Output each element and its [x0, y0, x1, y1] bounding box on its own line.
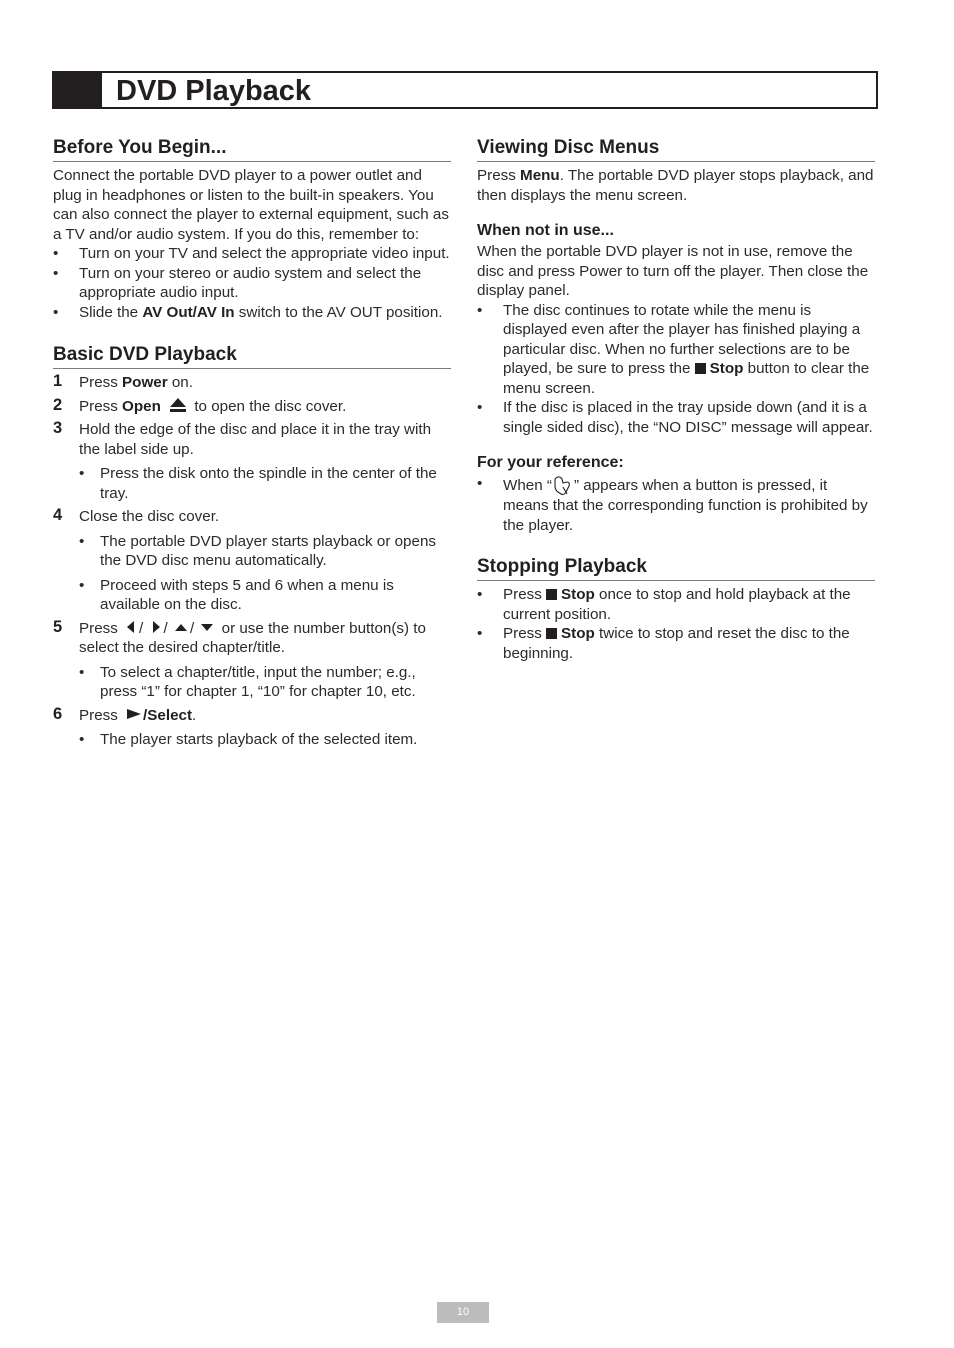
list-item-text: twice to stop and reset the disc to the beginning.	[503, 625, 850, 662]
bullet: •	[79, 576, 85, 594]
hand-icon	[552, 474, 574, 496]
section-heading: Stopping Playback	[477, 556, 875, 581]
section-before-you-begin	[53, 137, 451, 322]
button-name: Menu	[520, 167, 560, 184]
page-number: 10	[437, 1302, 489, 1323]
sub-list-item	[53, 532, 451, 571]
list-item-text: Turn on your TV and select the appropriate video input.	[79, 245, 450, 262]
subheading: For your reference:	[477, 454, 624, 471]
list-item-text: Press	[503, 625, 547, 642]
section-for-your-reference	[477, 453, 875, 535]
title-block-decoration	[54, 73, 102, 107]
list-item	[477, 585, 875, 624]
step-1	[53, 373, 451, 393]
stop-icon	[695, 363, 706, 374]
step-5: 5 Press / / / or use the number button(s) to select the desired chapter/title.	[53, 617, 426, 656]
list-item-text: The disc continues to rotate while the menu is displayed even after the player has finished playing a particular disc. When no further selections are to be played, be sure to press the	[503, 301, 861, 377]
step-2	[53, 397, 451, 417]
sub-list-item	[53, 576, 451, 615]
list-item-text: once to stop and hold playback at the current position.	[503, 586, 851, 623]
eject-icon	[169, 397, 187, 413]
right-column	[477, 137, 875, 685]
button-name: Open	[122, 397, 161, 415]
button-name: Stop	[561, 625, 595, 642]
section-heading: Basic DVD Playback	[53, 344, 451, 369]
paragraph: Connect the portable DVD player to a power outlet and plug in headphones or listen to the built-in speakers. You can also connect the player to external equipment, such as a TV and/or audio system. If you do this, remember to:	[53, 167, 449, 243]
switch-name: AV Out/AV In	[142, 303, 235, 321]
arrow-left-icon	[126, 620, 136, 634]
step-number: 2	[53, 395, 63, 414]
paragraph-text: Press	[477, 167, 521, 184]
bullet: •	[477, 399, 483, 416]
step-number: 4	[53, 506, 63, 524]
list-item	[477, 624, 875, 663]
step-text: Hold the edge of the disc and place it in the tray with the label side up.	[79, 421, 432, 458]
bullet: •	[53, 245, 59, 262]
list-item-text: Proceed with steps 5 and 6 when a menu is available on the disc.	[100, 576, 394, 613]
bullet: •	[79, 532, 85, 550]
button-name: /Select	[143, 706, 193, 724]
bullet: •	[53, 264, 59, 282]
section-stopping-playback	[477, 556, 875, 663]
list-item-text: Press the disk onto the spindle in the center of the tray.	[100, 465, 437, 502]
bullet: •	[477, 301, 483, 319]
sub-list-item	[53, 730, 451, 750]
list-item	[53, 244, 451, 264]
bullet: •	[477, 586, 483, 603]
bullet: •	[477, 475, 483, 492]
page-title: DVD Playback	[116, 75, 312, 107]
step-3	[53, 420, 451, 459]
button-name: Stop	[561, 586, 595, 603]
arrow-right-icon	[151, 620, 161, 634]
list-item-text: When “	[503, 477, 552, 494]
step-number: 3	[53, 419, 63, 437]
step-number: 6	[53, 704, 63, 723]
page-title-bar	[52, 71, 878, 109]
step-text: or use the number button(s) to select the desired chapter/title.	[79, 619, 426, 656]
bullet: •	[79, 731, 85, 748]
list-item	[53, 264, 451, 303]
list-item-text: button to clear the menu screen.	[503, 360, 870, 397]
step-text: Close the disc cover.	[79, 508, 220, 525]
bullet: •	[79, 663, 85, 681]
step-text: to open the disc cover.	[190, 397, 347, 415]
list-item	[477, 474, 875, 535]
paragraph-text: . The portable DVD player stops playback, and then displays the menu screen.	[477, 167, 874, 204]
step-text: .	[192, 706, 197, 724]
list-item-text: ” appears when a button is pressed, it means that the corresponding function is prohibited by the player.	[503, 477, 868, 534]
list-item-text: The player starts playback of the selected item.	[100, 731, 418, 748]
button-name: Power	[122, 374, 168, 391]
section-viewing-disc-menus	[477, 137, 875, 205]
sub-list-item	[53, 663, 451, 702]
stop-icon	[546, 589, 557, 600]
button-name: Stop	[709, 360, 744, 377]
list-item-text: If the disc is placed in the tray upside down (and it is a single sided disc), the “NO DISC” message will appear.	[503, 399, 873, 436]
section-basic-dvd-playback	[53, 344, 451, 750]
step-number: 5	[53, 617, 63, 636]
step-text: Press	[79, 706, 123, 724]
step-number: 1	[53, 372, 63, 390]
subheading: When not in use...	[477, 222, 614, 239]
play-icon	[126, 708, 142, 720]
list-item-text-post: switch to the AV OUT position.	[234, 303, 443, 321]
step-text: on.	[167, 374, 193, 391]
paragraph: When the portable DVD player is not in use, remove the disc and press Power to turn off the player. Then close the display panel.	[477, 243, 869, 299]
step-4	[53, 507, 451, 527]
sub-list-item	[53, 464, 451, 503]
section-when-not-in-use	[477, 221, 875, 437]
list-item	[477, 398, 875, 437]
stop-icon	[546, 628, 557, 639]
paragraph	[477, 166, 875, 205]
list-item-text: The portable DVD player starts playback or opens the DVD disc menu automatically.	[100, 532, 436, 569]
step-text: Press	[79, 374, 123, 391]
arrow-down-icon	[200, 622, 214, 632]
section-heading: Viewing Disc Menus	[477, 137, 875, 162]
step-text: Press	[79, 397, 123, 415]
bullet: •	[53, 303, 59, 321]
arrow-up-icon	[174, 622, 188, 632]
list-item-text: To select a chapter/title, input the number; e.g., press “1” for chapter 1, “10” for chapter 10, etc.	[100, 663, 416, 700]
step-text: Press	[79, 619, 123, 637]
list-item-text: Press	[503, 586, 547, 603]
list-item	[477, 301, 875, 399]
left-column	[53, 137, 451, 772]
list-item-text: Turn on your stereo or audio system and select the appropriate audio input.	[79, 264, 422, 301]
bullet: •	[79, 465, 85, 482]
bullet: •	[477, 625, 483, 642]
section-heading: Before You Begin...	[53, 137, 451, 162]
list-item-text-pre: Slide the	[79, 303, 143, 321]
step-6	[53, 706, 451, 726]
list-item	[53, 303, 451, 323]
